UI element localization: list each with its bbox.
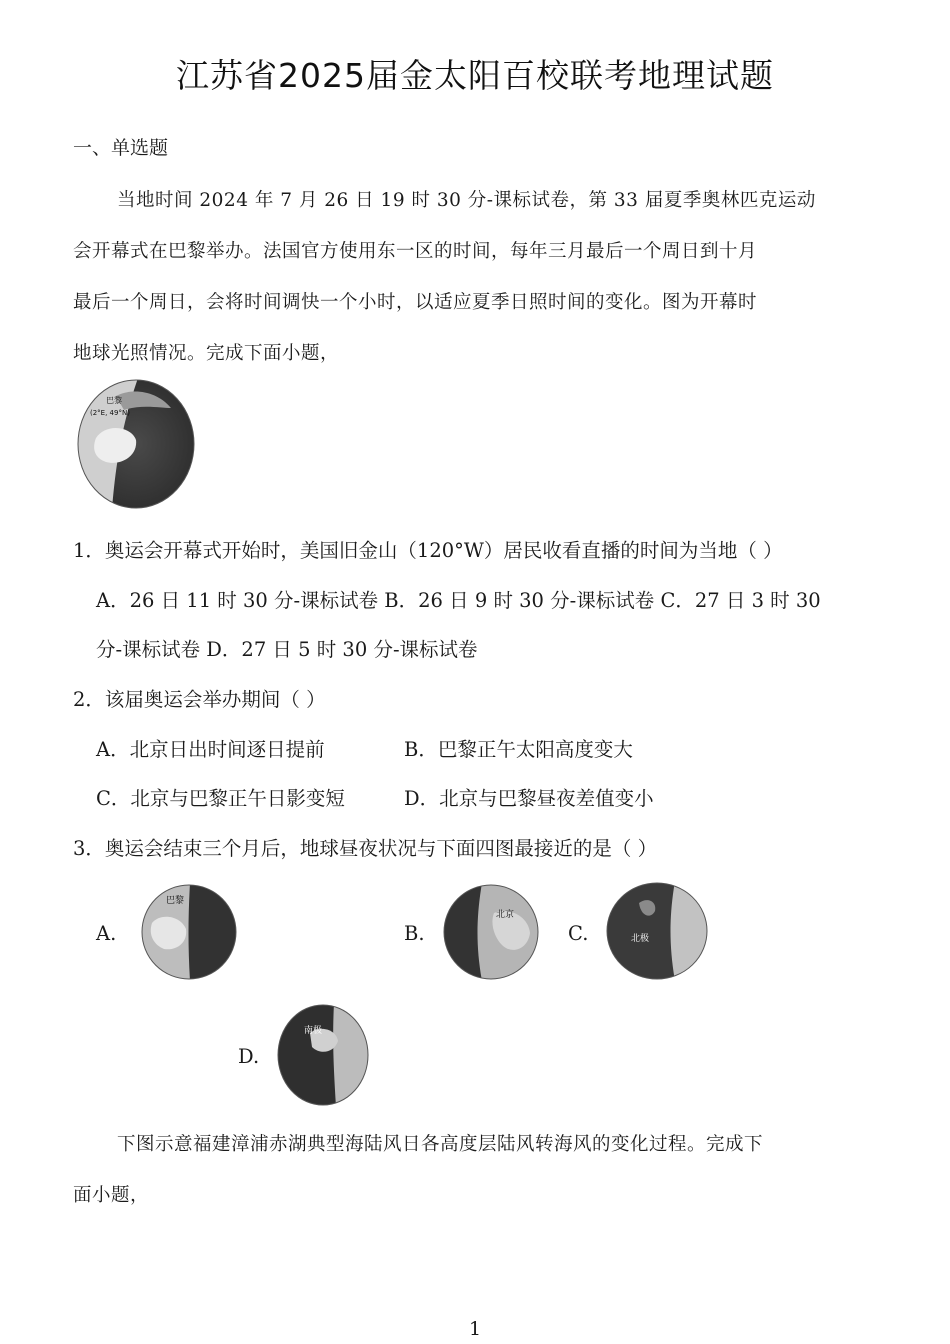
intro-line-3: 最后一个周日，会将时间调快一个小时，以适应夏季日照时间的变化。图为开幕时 [73, 292, 758, 313]
q3-globe-d-label: 南极 [304, 1026, 323, 1036]
q2-stem: 2．该届奥运会举办期间（ ） [73, 688, 326, 711]
q2-option-a: A．北京日出时间逐日提前 [96, 738, 325, 761]
q3-globe-d [276, 1003, 370, 1107]
q3-globe-b-label: 北京 [496, 910, 515, 920]
q3-stem: 3．奥运会结束三个月后，地球昼夜状况与下面四图最接近的是（ ） [73, 837, 658, 860]
page-number: 1 [468, 1318, 482, 1340]
q2-option-d: D．北京与巴黎昼夜差值变小 [404, 787, 654, 810]
next-intro-line-2: 面小题， [73, 1185, 150, 1206]
intro-globe-label: 巴黎 [106, 396, 122, 405]
q1-options-line-2: 分-课标试卷 D．27 日 5 时 30 分-课标试卷 [96, 638, 478, 661]
q2-option-b: B．巴黎正午太阳高度变大 [404, 738, 633, 761]
q3-option-c-label: C. [568, 922, 589, 945]
next-intro-line-1: 下图示意福建漳浦赤湖典型海陆风日各高度层陆风转海风的变化过程。完成下 [117, 1134, 764, 1155]
page-title: 江苏省2025届金太阳百校联考地理试题 [176, 56, 774, 95]
q3-globe-a-label: 巴黎 [166, 896, 185, 906]
intro-globe-coord: (2°E, 49°N) [90, 409, 130, 417]
q3-globe-c [605, 881, 709, 981]
q3-globe-b [442, 883, 540, 981]
intro-line-2: 会开幕式在巴黎举办。法国官方使用东一区的时间，每年三月最后一个周日到十月 [73, 241, 758, 262]
q3-option-d-label: D. [238, 1045, 260, 1068]
q3-globe-c-label: 北极 [631, 934, 650, 944]
q2-option-c: C．北京与巴黎正午日影变短 [96, 787, 345, 810]
intro-line-4: 地球光照情况。完成下面小题， [73, 343, 340, 364]
q3-option-a-label: A. [96, 922, 117, 945]
section-heading: 一、单选题 [73, 137, 169, 159]
q1-stem: 1．奥运会开幕式开始时，美国旧金山（120°W）居民收看直播的时间为当地（ ） [73, 539, 783, 562]
intro-line-1: 当地时间 2024 年 7 月 26 日 19 时 30 分-课标试卷，第 33 届夏季奥林匹克运动 [117, 190, 816, 211]
q1-options-line-1: A．26 日 11 时 30 分-课标试卷 B．26 日 9 时 30 分-课标试卷 C．27 日 3 时 30 [96, 589, 821, 612]
q3-globe-a [140, 883, 238, 981]
q3-option-b-label: B. [404, 922, 425, 945]
intro-globe-figure [76, 378, 196, 510]
